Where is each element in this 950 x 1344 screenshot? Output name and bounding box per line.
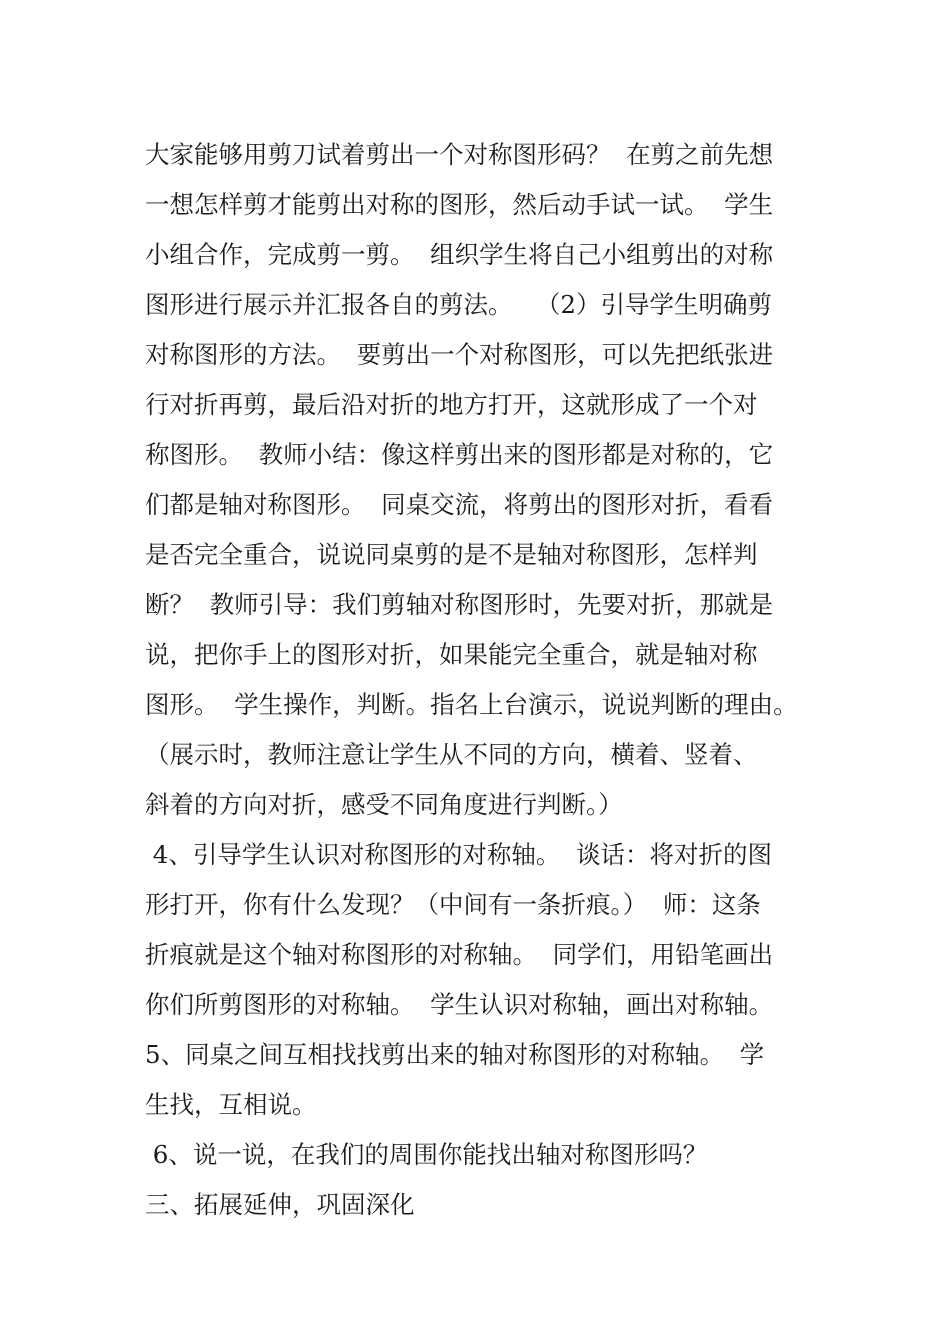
text-line: 折痕就是这个轴对称图形的对称轴。 同学们，用铅笔画出 <box>145 940 774 969</box>
text-line: 行对折再剪，最后沿对折的地方打开，这就形成了一个对 <box>145 390 758 419</box>
text-line: 说，把你手上的图形对折，如果能完全重合，就是轴对称 <box>145 640 758 669</box>
body-text <box>145 130 835 1230</box>
text-line: 大家能够用剪刀试着剪出一个对称图形码？ 在剪之前先想 <box>145 140 774 169</box>
text-line: 称图形。 教师小结：像这样剪出来的图形都是对称的，它 <box>145 440 774 469</box>
text-line: 图形进行展示并汇报各自的剪法。 （2）引导学生明确剪 <box>145 290 772 319</box>
text-line: 5、同桌之间互相找找剪出来的轴对称图形的对称轴。 学 <box>145 1040 765 1069</box>
text-line: 斜着的方向对折，感受不同角度进行判断。） <box>145 790 623 819</box>
section-heading: 三、拓展延伸，巩固深化 <box>145 1190 415 1219</box>
text-line: 们都是轴对称图形。 同桌交流，将剪出的图形对折，看看 <box>145 490 774 519</box>
text-line: 4、引导学生认识对称图形的对称轴。 谈话：将对折的图 <box>145 840 772 869</box>
text-line: 你们所剪图形的对称轴。 学生认识对称轴，画出对称轴。 <box>145 990 774 1019</box>
text-line: 是否完全重合，说说同桌剪的是不是轴对称图形，怎样判 <box>145 540 758 569</box>
text-line: 断？ 教师引导：我们剪轴对称图形时，先要对折，那就是 <box>145 590 774 619</box>
text-line: （展示时，教师注意让学生从不同的方向，横着、竖着、 <box>145 740 758 769</box>
text-line: 图形。 学生操作，判断。指名上台演示，说说判断的理由。 <box>145 690 798 719</box>
text-line: 小组合作，完成剪一剪。 组织学生将自己小组剪出的对称 <box>145 240 774 269</box>
text-line: 形打开，你有什么发现？（中间有一条折痕。） 师：这条 <box>145 890 761 919</box>
text-line: 生找，互相说。 <box>145 1090 317 1119</box>
text-line: 对称图形的方法。 要剪出一个对称图形，可以先把纸张进 <box>145 340 774 369</box>
text-line: 一想怎样剪才能剪出对称的图形，然后动手试一试。 学生 <box>145 190 774 219</box>
text-line: 6、说一说，在我们的周围你能找出轴对称图形吗？ <box>145 1140 708 1169</box>
